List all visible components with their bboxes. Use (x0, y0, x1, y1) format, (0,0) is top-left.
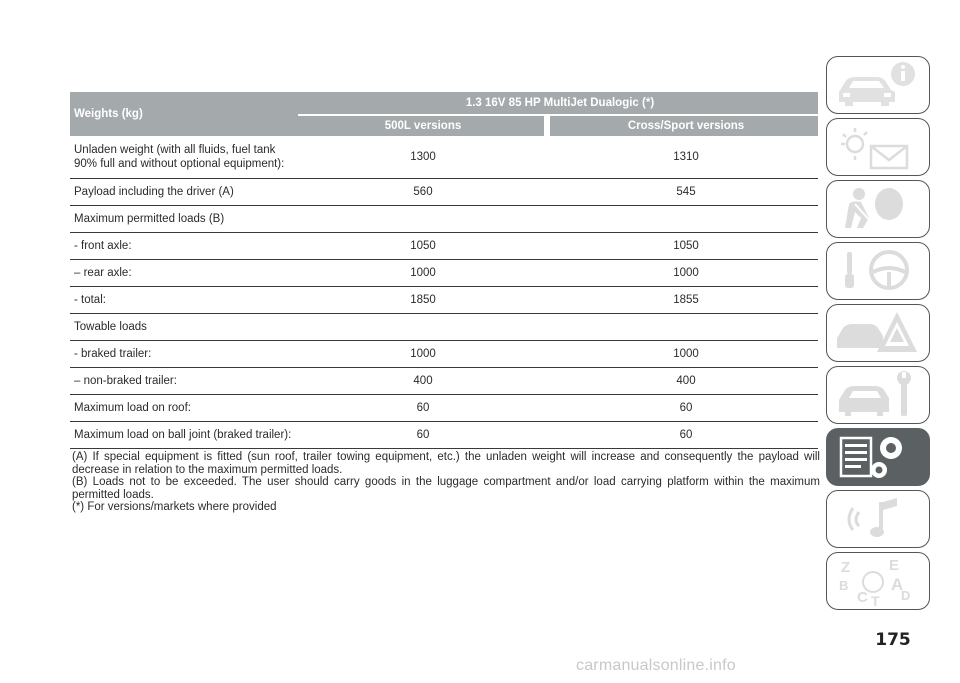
row-value-500l: 1300 (298, 136, 544, 179)
tab-warning-lights[interactable] (826, 118, 930, 176)
table-row (70, 136, 818, 179)
tab-multimedia[interactable] (826, 490, 930, 548)
header-500l-versions: 500L versions (298, 115, 544, 136)
row-label: Towable loads (70, 314, 298, 341)
index-letter: Z (841, 559, 851, 576)
row-label: Maximum load on roof: (70, 395, 298, 422)
multimedia-icon (835, 494, 919, 544)
index-letter: D (901, 588, 911, 603)
tab-technical-data[interactable] (826, 428, 930, 486)
header-engine: 1.3 16V 85 HP MultiJet Dualogic (*) (298, 92, 818, 115)
row-label: Payload including the driver (A) (70, 179, 298, 206)
tab-maintenance[interactable] (826, 366, 930, 424)
row-value-500l (298, 206, 544, 233)
row-value-cross: 1855 (550, 287, 818, 314)
row-value-cross: 1310 (550, 136, 818, 179)
row-value-cross: 1050 (550, 233, 818, 260)
row-value-cross: 400 (550, 368, 818, 395)
row-value-cross: 545 (550, 179, 818, 206)
index-icon (835, 556, 919, 606)
technical-data-icon (835, 432, 919, 482)
tab-safety[interactable] (826, 180, 930, 238)
row-value-cross: 1000 (550, 341, 818, 368)
row-value-500l: 1050 (298, 233, 544, 260)
emergency-icon (835, 308, 919, 358)
footnote-a: (A) If special equipment is fitted (sun roof, trailer towing equipment, etc.) the unladen weight will increase and consequently the payload will decrease in relation to the maximum permitted loads. (72, 451, 820, 476)
row-value-500l: 1000 (298, 260, 544, 287)
row-label: – rear axle: (70, 260, 298, 287)
footnotes (72, 451, 820, 514)
table-row (70, 368, 818, 395)
page-number: 175 (875, 630, 911, 650)
index-letter: E (889, 557, 900, 574)
tab-car-info[interactable] (826, 56, 930, 114)
table-row (70, 233, 818, 260)
row-value-500l: 400 (298, 368, 544, 395)
table-row (70, 287, 818, 314)
row-value-500l: 1850 (298, 287, 544, 314)
weights-table (70, 92, 818, 449)
row-label: - total: (70, 287, 298, 314)
row-value-500l: 60 (298, 395, 544, 422)
index-letter: C (857, 589, 868, 606)
row-value-cross (550, 206, 818, 233)
row-label: Maximum permitted loads (B) (70, 206, 298, 233)
maintenance-icon (835, 370, 919, 420)
row-value-500l: 60 (298, 422, 544, 449)
table-row (70, 422, 818, 449)
tab-index[interactable] (826, 552, 930, 610)
header-cross-sport-versions: Cross/Sport versions (550, 115, 818, 136)
tab-emergency[interactable] (826, 304, 930, 362)
row-value-500l: 1000 (298, 341, 544, 368)
car-info-icon (835, 60, 919, 110)
row-value-cross (550, 314, 818, 341)
row-value-500l (298, 314, 544, 341)
index-letter: A (891, 575, 904, 594)
row-label: – non-braked trailer: (70, 368, 298, 395)
tab-starting-driving[interactable] (826, 242, 930, 300)
row-label: - braked trailer: (70, 341, 298, 368)
table-row (70, 260, 818, 287)
row-label: Maximum load on ball joint (braked trailer): (70, 422, 298, 449)
table-row (70, 179, 818, 206)
row-label: - front axle: (70, 233, 298, 260)
row-value-500l: 560 (298, 179, 544, 206)
row-value-cross: 60 (550, 422, 818, 449)
table-row (70, 341, 818, 368)
warning-lights-messages-icon (835, 122, 919, 172)
table-row (70, 206, 818, 233)
index-letter: T (871, 593, 880, 606)
watermark: carmanualsonline.info (576, 657, 736, 674)
row-value-cross: 60 (550, 395, 818, 422)
row-value-cross: 1000 (550, 260, 818, 287)
table-row (70, 314, 818, 341)
footnote-b: (B) Loads not to be exceeded. The user should carry goods in the luggage compartment and/or load carrying platform within the maximum permitted loads. (72, 476, 820, 501)
footnote-star: (*) For versions/markets where provided (72, 501, 277, 513)
row-label: Unladen weight (with all fluids, fuel tank 90% full and without optional equipment): (70, 136, 298, 179)
header-weights-label: Weights (kg) (70, 92, 298, 136)
safety-airbag-icon (835, 184, 919, 234)
starting-driving-icon (835, 246, 919, 296)
index-letter: B (839, 578, 849, 593)
table-row (70, 395, 818, 422)
